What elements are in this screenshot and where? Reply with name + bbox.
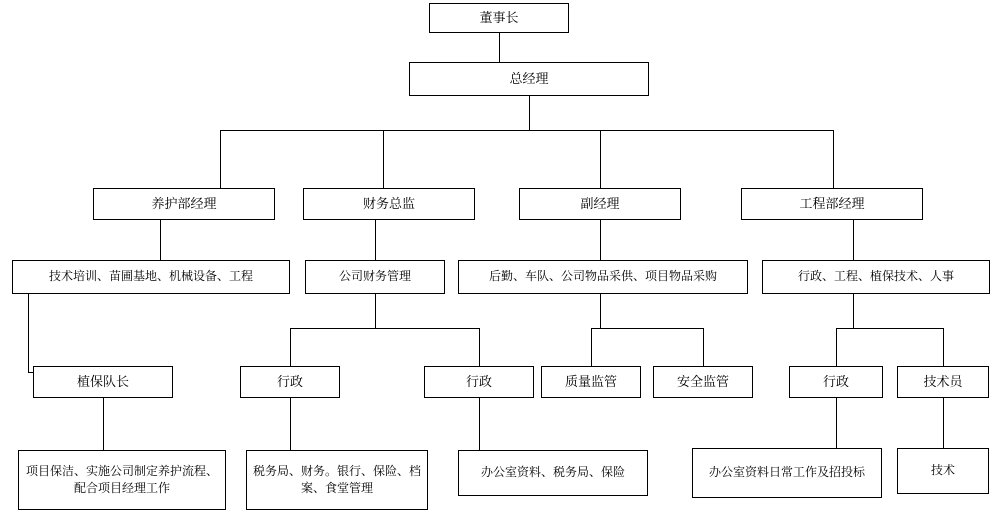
node-deputy-manager[interactable]: 副经理 bbox=[519, 188, 681, 220]
node-maintenance-duties[interactable]: 技术培训、苗圃基地、机械设备、工程 bbox=[12, 260, 290, 294]
connector-deputy-bus bbox=[591, 328, 703, 329]
node-technician[interactable]: 技术员 bbox=[897, 366, 989, 398]
node-general-manager[interactable]: 总经理 bbox=[409, 62, 649, 96]
connector-finance-admin2 bbox=[479, 328, 480, 366]
node-plant-protection-leader[interactable]: 植保队长 bbox=[33, 366, 173, 398]
node-safety-supervision[interactable]: 安全监管 bbox=[653, 366, 753, 398]
node-chairman[interactable]: 董事长 bbox=[429, 3, 569, 33]
node-admin-office-tasks[interactable]: 办公室资料、税务局、保险 bbox=[458, 450, 648, 496]
node-cfo[interactable]: 财务总监 bbox=[303, 188, 475, 220]
node-engineering-manager[interactable]: 工程部经理 bbox=[741, 188, 923, 220]
connector-finance-bus bbox=[290, 328, 479, 329]
connector-level2-bus bbox=[220, 130, 833, 131]
node-quality-supervision[interactable]: 质量监管 bbox=[541, 366, 641, 398]
node-plant-protection-tasks[interactable]: 项目保洁、实施公司制定养护流程、配合项目经理工作 bbox=[18, 450, 226, 510]
connector-eng-bus bbox=[836, 328, 943, 329]
connector-gm-down bbox=[529, 96, 530, 130]
connector-admin3-tasks bbox=[836, 398, 837, 448]
connector-eng-tech bbox=[943, 328, 944, 366]
node-admin-office[interactable]: 行政 bbox=[424, 366, 534, 398]
node-finance-duties[interactable]: 公司财务管理 bbox=[305, 260, 445, 294]
connector-eng-duties bbox=[853, 220, 854, 260]
node-admin-finance[interactable]: 行政 bbox=[240, 366, 340, 398]
node-technician-tasks[interactable]: 技术 bbox=[897, 448, 989, 494]
node-admin-finance-tasks[interactable]: 税务局、财务。银行、保险、档案、食堂管理 bbox=[246, 450, 428, 510]
connector-plant-tasks bbox=[103, 398, 104, 450]
connector-finance-down bbox=[375, 294, 376, 328]
connector-bus-eng bbox=[833, 130, 834, 188]
connector-tech-tasks bbox=[943, 398, 944, 448]
connector-eng-admin3 bbox=[836, 328, 837, 366]
connector-chairman-gm bbox=[499, 33, 500, 62]
connector-bus-deputy bbox=[600, 130, 601, 188]
connector-admin2-tasks bbox=[479, 398, 480, 450]
connector-eng-down bbox=[853, 294, 854, 328]
connector-deputy-down bbox=[600, 294, 601, 328]
connector-admin1-tasks bbox=[290, 398, 291, 450]
connector-bus-cfo bbox=[383, 130, 384, 188]
connector-finance-admin1 bbox=[290, 328, 291, 366]
connector-cfo-duties bbox=[375, 220, 376, 260]
connector-maint-duties bbox=[160, 220, 161, 260]
connector-deputy-duties bbox=[600, 220, 601, 260]
node-engineering-duties[interactable]: 行政、工程、植保技术、人事 bbox=[762, 260, 990, 294]
connector-bus-maint bbox=[220, 130, 221, 188]
connector-maintduties-down bbox=[28, 294, 29, 372]
node-deputy-duties[interactable]: 后勤、车队、公司物品采供、项目物品采购 bbox=[458, 260, 748, 294]
node-maintenance-manager[interactable]: 养护部经理 bbox=[93, 188, 275, 220]
connector-deputy-quality bbox=[591, 328, 592, 366]
node-admin-engineering-tasks[interactable]: 办公室资料日常工作及招投标 bbox=[692, 448, 882, 498]
node-admin-engineering[interactable]: 行政 bbox=[789, 366, 883, 398]
connector-deputy-safety bbox=[703, 328, 704, 366]
